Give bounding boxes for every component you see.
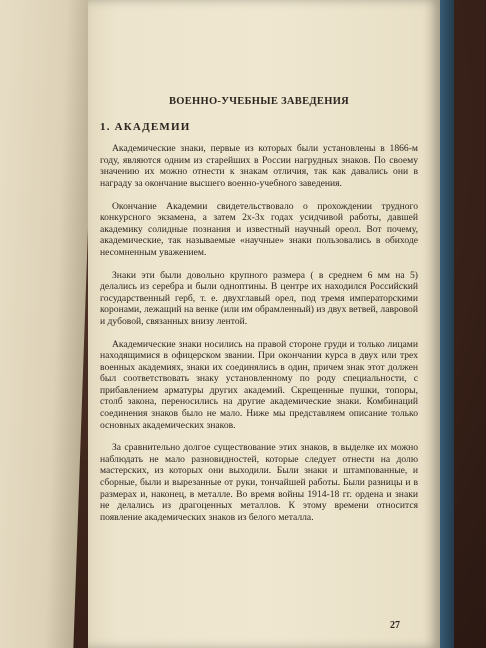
left-page: [0, 0, 96, 648]
paragraph: Академические знаки носились на правой стороне груди и только лицами находящимися в офицерском звании. При окончании курса в двух или трех военных академиях, знаки их соединялись в один, причем знак этот должен был соответствовать знаку установленному по роду специальности, с прибавлением арматуры других академий. Скрещенные пушки, топоры, столб закона, переносились на другие академические знаки. Комбинаций соединения знаков было не мало. Ниже мы представляем описание только основных академических знаков.: [100, 338, 418, 431]
paragraph: Окончание Академии свидетельствовало о прохождении трудного конкурсного экзамена, а затем 2х-3х годах усидчивой работы, давшей академику солидные познания и известный научный ореол. Вот почему, академические, так называемые «научные» знаки пользовались в обиходе несомненным уважением.: [100, 200, 418, 258]
page-content: [100, 96, 418, 534]
paragraph: Академические знаки, первые из которых были установлены в 1866-м году, являются одним из старейших в России нагрудных знаков. По своему значению их можно отнести к знакам отличия, так как давались они в награду за окончание высшего военно-учебного заведения.: [100, 143, 418, 189]
section-title: 1. АКАДЕМИИ: [100, 120, 191, 133]
paragraph: За сравнительно долгое существование этих знаков, в выделке их можно наблюдать не мало разновидностей, которые следует отнести на долю мастерских, из которых они выходили. Были знаки и штампованные, и сборные, были и вырезанные от руки, тончайшей работы. Были разницы и в размерах и, наконец, в металле. Во время войны 1914-18 гг. ордена и знаки не делались из драгоценных металлов. К этому времени относится появление академических знаков из белого металла.: [100, 442, 418, 523]
book-page: [88, 0, 440, 648]
paragraph: Знаки эти были довольно крупного размера ( в среднем 6 мм на 5) делались из серебра и были одноптины. В центре их находился Российский государственный герб, т. е. двухглавый орел, под тремя императорскими коронами, лежащий на венке (или им обрамленный) из двух ветвей, лавровой и дубовой, связанных внизу лентой.: [100, 269, 418, 327]
chapter-title: ВОЕННО-УЧЕБНЫЕ ЗАВЕДЕНИЯ: [168, 96, 350, 107]
page-number: 27: [390, 620, 400, 631]
